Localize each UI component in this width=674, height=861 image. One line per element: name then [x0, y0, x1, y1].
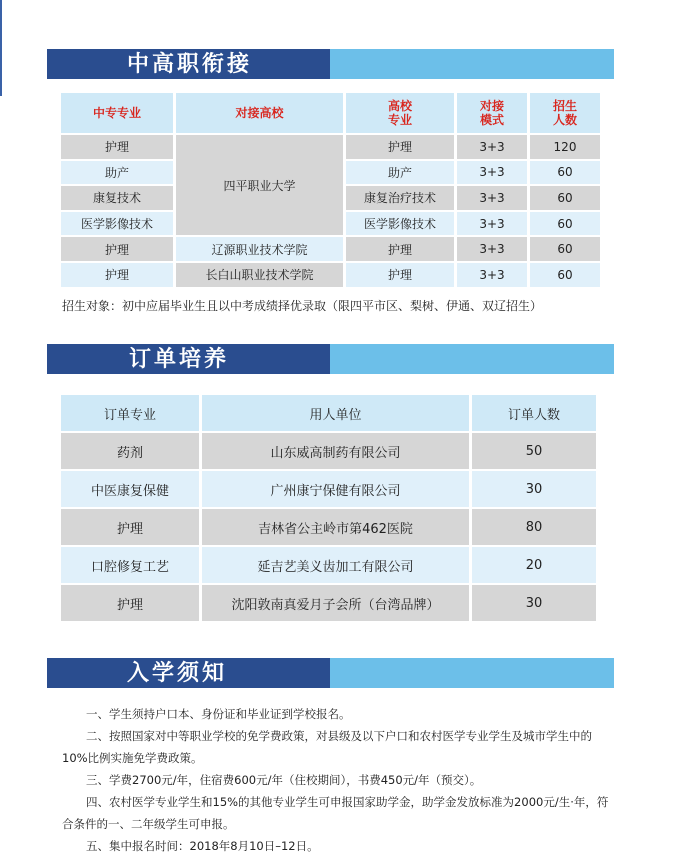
cell-order-count: 30 — [472, 471, 596, 507]
cell-employer: 山东威高制药有限公司 — [202, 433, 469, 469]
table-row — [61, 237, 600, 261]
cell-school: 辽源职业技术学院 — [176, 237, 343, 261]
cell-major: 护理 — [61, 135, 173, 159]
order-training-table — [58, 393, 599, 623]
cell-mode: 3+3 — [457, 186, 527, 210]
table-header-row — [61, 93, 600, 133]
cell-college-major: 助产 — [346, 161, 454, 185]
table-row — [61, 471, 596, 507]
cell-quota: 60 — [530, 186, 600, 210]
articulation-table — [58, 91, 603, 289]
cell-order-major: 护理 — [61, 585, 199, 621]
header-mode: 对接 模式 — [457, 93, 527, 133]
cell-college-major: 护理 — [346, 263, 454, 287]
cell-major: 康复技术 — [61, 186, 173, 210]
cell-employer: 沈阳敦南真爱月子会所（台湾品牌） — [202, 585, 469, 621]
table-row — [61, 263, 600, 287]
cell-quota: 60 — [530, 212, 600, 236]
cell-mode: 3+3 — [457, 212, 527, 236]
cell-order-major: 护理 — [61, 509, 199, 545]
cell-order-major: 药剂 — [61, 433, 199, 469]
header-order-count: 订单人数 — [472, 395, 596, 431]
cell-major: 护理 — [61, 237, 173, 261]
cell-order-count: 20 — [472, 547, 596, 583]
cell-major: 护理 — [61, 263, 173, 287]
section-banner-articulation — [47, 49, 614, 79]
notice-item: 三、学费2700元/年，住宿费600元/年（住校期间），书费450元/年（预交）。 — [86, 773, 482, 787]
cell-quota: 60 — [530, 161, 600, 185]
cell-major: 助产 — [61, 161, 173, 185]
cell-school-merged: 四平职业大学 — [176, 135, 343, 235]
cell-mode: 3+3 — [457, 161, 527, 185]
header-college-major: 高校 专业 — [346, 93, 454, 133]
table-row — [61, 509, 596, 545]
section-title: 订单培养 — [129, 346, 230, 372]
cell-mode: 3+3 — [457, 237, 527, 261]
section-title: 中高职衔接 — [127, 51, 253, 77]
cell-major: 医学影像技术 — [61, 212, 173, 236]
cell-quota: 60 — [530, 237, 600, 261]
cell-quota: 120 — [530, 135, 600, 159]
banner-light-band — [330, 49, 614, 79]
cell-order-major: 口腔修复工艺 — [61, 547, 199, 583]
cell-college-major: 护理 — [346, 237, 454, 261]
admission-notice — [62, 703, 614, 857]
cell-employer: 吉林省公主岭市第462医院 — [202, 509, 469, 545]
cell-college-major: 医学影像技术 — [346, 212, 454, 236]
cell-employer: 延吉艺美义齿加工有限公司 — [202, 547, 469, 583]
cell-employer: 广州康宁保健有限公司 — [202, 471, 469, 507]
enrollment-note: 招生对象：初中应届毕业生且以中考成绩择优录取（限四平市区、梨树、伊通、双辽招生） — [62, 299, 543, 313]
notice-item: 二、按照国家对中等职业学校的免学费政策，对县级及以下户口和农村医学专业学生及城市学生中的10%比例实施免学费政策。 — [62, 729, 592, 765]
banner-light-band — [330, 658, 614, 688]
table-header-row — [61, 395, 596, 431]
notice-item: 四、农村医学专业学生和15%的其他专业学生可申报国家助学金，助学金发放标准为2000元/生·年，符合条件的一、二年级学生可申报。 — [62, 795, 609, 831]
header-major: 中专专业 — [61, 93, 173, 133]
cell-order-count: 80 — [472, 509, 596, 545]
cell-mode: 3+3 — [457, 135, 527, 159]
page-edge-line — [0, 0, 2, 96]
header-employer: 用人单位 — [202, 395, 469, 431]
cell-order-count: 30 — [472, 585, 596, 621]
cell-order-major: 中医康复保健 — [61, 471, 199, 507]
header-quota: 招生 人数 — [530, 93, 600, 133]
notice-item: 一、学生须持户口本、身份证和毕业证到学校报名。 — [86, 707, 351, 721]
cell-school: 长白山职业技术学院 — [176, 263, 343, 287]
header-school: 对接高校 — [176, 93, 343, 133]
section-title: 入学须知 — [127, 660, 228, 686]
header-order-major: 订单专业 — [61, 395, 199, 431]
banner-light-band — [330, 344, 614, 374]
table-row — [61, 433, 596, 469]
cell-college-major: 护理 — [346, 135, 454, 159]
table-row — [61, 547, 596, 583]
cell-mode: 3+3 — [457, 263, 527, 287]
cell-college-major: 康复治疗技术 — [346, 186, 454, 210]
cell-quota: 60 — [530, 263, 600, 287]
section-banner-admission-notice — [47, 658, 614, 688]
table-row — [61, 135, 600, 159]
notice-item: 五、集中报名时间：2018年8月10日–12日。 — [86, 839, 319, 853]
section-banner-order-training — [47, 344, 614, 374]
table-row — [61, 585, 596, 621]
cell-order-count: 50 — [472, 433, 596, 469]
